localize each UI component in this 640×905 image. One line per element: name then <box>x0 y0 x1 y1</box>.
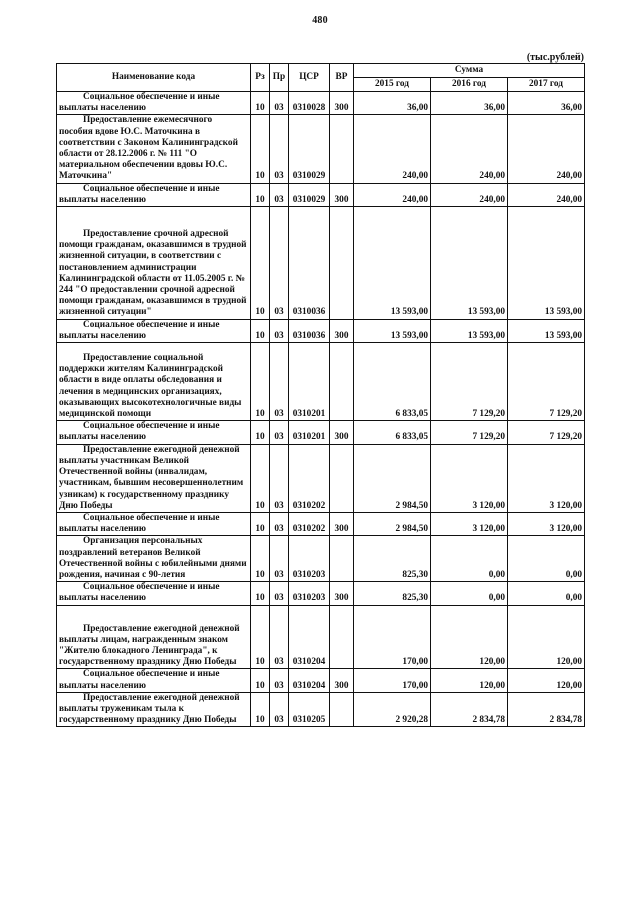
row-rz: 10 <box>251 692 270 727</box>
row-sum-2017: 120,00 <box>508 669 585 692</box>
row-rz: 10 <box>251 605 270 669</box>
table-row <box>57 582 585 605</box>
row-sum-2017: 2 834,78 <box>508 692 585 727</box>
row-vr: 300 <box>330 92 354 115</box>
row-pr: 03 <box>270 115 289 183</box>
row-csr: 0310202 <box>289 444 330 512</box>
row-pr: 03 <box>270 692 289 727</box>
row-sum-2016: 240,00 <box>431 115 508 183</box>
row-sum-2015: 6 833,05 <box>354 421 431 444</box>
row-pr: 03 <box>270 207 289 320</box>
row-pr: 03 <box>270 183 289 206</box>
table-row <box>57 444 585 512</box>
header-vr: ВР <box>330 64 354 92</box>
row-csr: 0310029 <box>289 183 330 206</box>
row-vr: 300 <box>330 319 354 342</box>
row-csr: 0310203 <box>289 536 330 582</box>
header-rz: Рз <box>251 64 270 92</box>
row-sum-2017: 240,00 <box>508 115 585 183</box>
row-name: Организация персональных поздравлений ветеранов Великой Отечественной войны с юбилейными днями рождения, начиная с 90-летия <box>57 536 251 582</box>
row-sum-2015: 2 984,50 <box>354 444 431 512</box>
row-name: Социальное обеспечение и иные выплаты населению <box>57 92 251 115</box>
table-row <box>57 692 585 727</box>
row-pr: 03 <box>270 669 289 692</box>
row-vr <box>330 692 354 727</box>
row-name: Предоставление ежегодной денежной выплаты участникам Великой Отечественной войны (инвалидам, участникам, бывшим несовершеннолетним узникам) к государственному празднику Дню Победы <box>57 444 251 512</box>
row-rz: 10 <box>251 92 270 115</box>
row-sum-2017: 13 593,00 <box>508 207 585 320</box>
row-sum-2015: 240,00 <box>354 115 431 183</box>
row-sum-2016: 120,00 <box>431 669 508 692</box>
row-sum-2017: 0,00 <box>508 536 585 582</box>
row-rz: 10 <box>251 343 270 421</box>
header-year-2016: 2016 год <box>431 78 508 92</box>
row-sum-2016: 13 593,00 <box>431 319 508 342</box>
row-csr: 0310204 <box>289 669 330 692</box>
row-name: Социальное обеспечение и иные выплаты населению <box>57 183 251 206</box>
row-sum-2015: 13 593,00 <box>354 207 431 320</box>
header-year-2017: 2017 год <box>508 78 585 92</box>
row-sum-2017: 36,00 <box>508 92 585 115</box>
header-year-2015: 2015 год <box>354 78 431 92</box>
row-rz: 10 <box>251 319 270 342</box>
row-sum-2015: 13 593,00 <box>354 319 431 342</box>
row-pr: 03 <box>270 605 289 669</box>
row-csr: 0310203 <box>289 582 330 605</box>
row-sum-2016: 7 129,20 <box>431 421 508 444</box>
row-sum-2016: 3 120,00 <box>431 512 508 535</box>
row-name: Социальное обеспечение и иные выплаты населению <box>57 512 251 535</box>
row-sum-2015: 6 833,05 <box>354 343 431 421</box>
table-body <box>57 92 585 727</box>
row-vr <box>330 115 354 183</box>
page-number: 480 <box>312 15 328 26</box>
row-rz: 10 <box>251 183 270 206</box>
row-csr: 0310201 <box>289 343 330 421</box>
row-sum-2015: 2 920,28 <box>354 692 431 727</box>
row-sum-2015: 2 984,50 <box>354 512 431 535</box>
header-sum: Сумма <box>354 64 585 78</box>
row-vr <box>330 536 354 582</box>
row-sum-2017: 7 129,20 <box>508 421 585 444</box>
row-vr: 300 <box>330 582 354 605</box>
row-csr: 0310205 <box>289 692 330 727</box>
row-sum-2016: 240,00 <box>431 183 508 206</box>
row-rz: 10 <box>251 444 270 512</box>
row-vr: 300 <box>330 421 354 444</box>
row-rz: 10 <box>251 582 270 605</box>
row-pr: 03 <box>270 319 289 342</box>
row-pr: 03 <box>270 582 289 605</box>
row-sum-2016: 7 129,20 <box>431 343 508 421</box>
row-csr: 0310029 <box>289 115 330 183</box>
row-vr <box>330 444 354 512</box>
row-sum-2015: 170,00 <box>354 669 431 692</box>
row-vr <box>330 605 354 669</box>
row-name: Предоставление ежемесячного пособия вдове Ю.С. Маточкина в соответствии с Законом Калининградской области от 28.12.2006 г. № 111 "О материальном обеспечении вдовы Ю.С. Маточкина" <box>57 115 251 183</box>
table-row <box>57 183 585 206</box>
budget-table <box>56 63 585 727</box>
row-vr: 300 <box>330 669 354 692</box>
row-sum-2016: 36,00 <box>431 92 508 115</box>
row-csr: 0310202 <box>289 512 330 535</box>
table-row <box>57 319 585 342</box>
row-vr <box>330 343 354 421</box>
row-sum-2015: 240,00 <box>354 183 431 206</box>
row-sum-2017: 3 120,00 <box>508 512 585 535</box>
table-row <box>57 343 585 421</box>
row-name: Социальное обеспечение и иные выплаты населению <box>57 669 251 692</box>
row-csr: 0310201 <box>289 421 330 444</box>
row-sum-2017: 120,00 <box>508 605 585 669</box>
row-name: Предоставление социальной поддержки жителям Калининградской области в виде оплаты обследования и лечения в медицинских организациях, оказывающих высокотехнологичные виды медицинской помощи <box>57 343 251 421</box>
row-name: Социальное обеспечение и иные выплаты населению <box>57 421 251 444</box>
row-rz: 10 <box>251 207 270 320</box>
row-sum-2017: 3 120,00 <box>508 444 585 512</box>
header-pr: Пр <box>270 64 289 92</box>
table-row <box>57 92 585 115</box>
row-pr: 03 <box>270 536 289 582</box>
table-row <box>57 512 585 535</box>
row-rz: 10 <box>251 536 270 582</box>
row-pr: 03 <box>270 512 289 535</box>
table-row <box>57 421 585 444</box>
table-row <box>57 115 585 183</box>
row-sum-2016: 13 593,00 <box>431 207 508 320</box>
row-name: Предоставление срочной адресной помощи гражданам, оказавшимся в трудной жизненной ситуации, в соответствии с постановлением администрации Калининградской области от 11.05.2005 г. № 244 "О предоставлении срочной адресной помощи гражданам, оказавшимся в трудной жизненной ситуации" <box>57 207 251 320</box>
row-csr: 0310028 <box>289 92 330 115</box>
table-row <box>57 536 585 582</box>
row-sum-2015: 825,30 <box>354 536 431 582</box>
table-row <box>57 207 585 320</box>
row-sum-2016: 3 120,00 <box>431 444 508 512</box>
table-row <box>57 669 585 692</box>
row-rz: 10 <box>251 669 270 692</box>
row-rz: 10 <box>251 512 270 535</box>
row-sum-2016: 2 834,78 <box>431 692 508 727</box>
row-sum-2016: 0,00 <box>431 536 508 582</box>
row-pr: 03 <box>270 421 289 444</box>
row-csr: 0310036 <box>289 207 330 320</box>
row-pr: 03 <box>270 343 289 421</box>
row-sum-2017: 13 593,00 <box>508 319 585 342</box>
row-sum-2016: 120,00 <box>431 605 508 669</box>
row-pr: 03 <box>270 92 289 115</box>
row-name: Предоставление ежегодной денежной выплаты лицам, награжденным знаком "Жителю блокадного Ленинграда", к государственному празднику Дню Победы <box>57 605 251 669</box>
row-name: Социальное обеспечение и иные выплаты населению <box>57 582 251 605</box>
row-vr <box>330 207 354 320</box>
table-row <box>57 605 585 669</box>
row-sum-2017: 240,00 <box>508 183 585 206</box>
row-csr: 0310036 <box>289 319 330 342</box>
row-vr: 300 <box>330 183 354 206</box>
header-name: Наименование кода <box>57 64 251 92</box>
header-csr: ЦСР <box>289 64 330 92</box>
row-sum-2015: 36,00 <box>354 92 431 115</box>
row-csr: 0310204 <box>289 605 330 669</box>
row-rz: 10 <box>251 421 270 444</box>
row-sum-2017: 7 129,20 <box>508 343 585 421</box>
table-header <box>57 64 585 92</box>
row-vr: 300 <box>330 512 354 535</box>
row-pr: 03 <box>270 444 289 512</box>
row-sum-2016: 0,00 <box>431 582 508 605</box>
units-label: (тыс.рублей) <box>526 52 584 63</box>
row-sum-2017: 0,00 <box>508 582 585 605</box>
row-name: Социальное обеспечение и иные выплаты населению <box>57 319 251 342</box>
row-rz: 10 <box>251 115 270 183</box>
row-name: Предоставление ежегодной денежной выплаты труженикам тыла к государственному празднику Дню Победы <box>57 692 251 727</box>
row-sum-2015: 170,00 <box>354 605 431 669</box>
row-sum-2015: 825,30 <box>354 582 431 605</box>
